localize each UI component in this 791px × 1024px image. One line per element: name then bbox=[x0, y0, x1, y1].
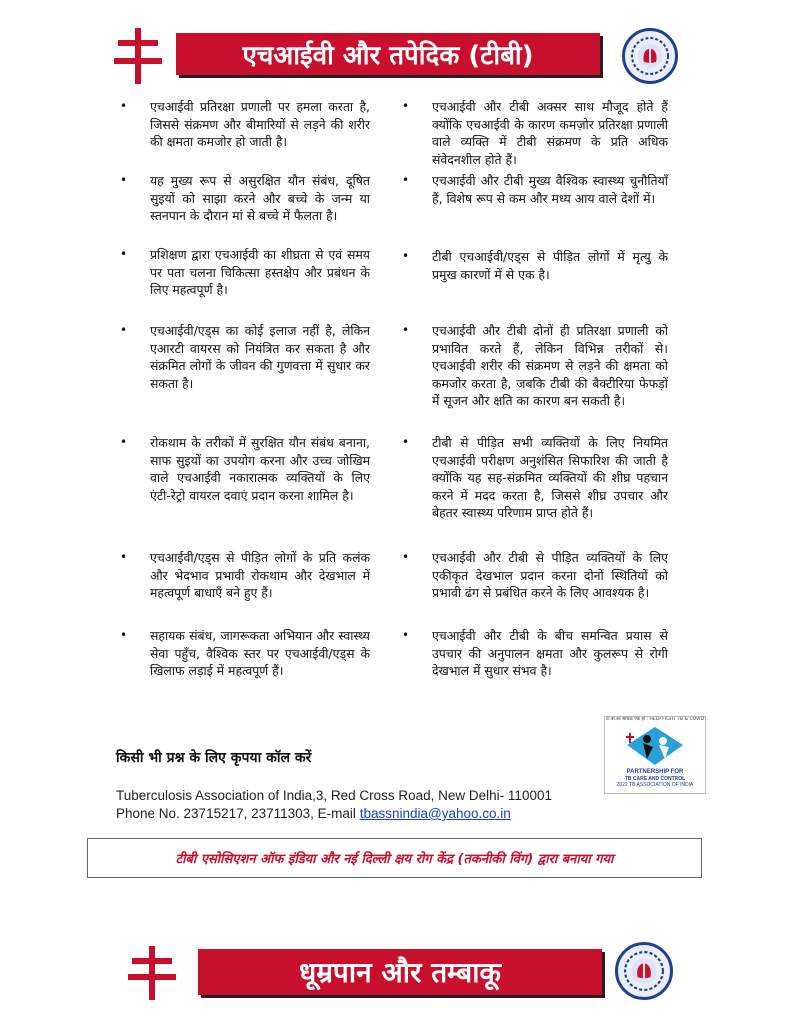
list-item: • टीबी एचआईवी/एड्स से पीड़ित लोगों में मृत्यु के प्रमुख कारणों में से एक है। bbox=[402, 249, 668, 282]
badge-line-3: 2022 TB ASSOCIATION OF INDIA bbox=[616, 782, 694, 788]
footer-note: टीबी एसोसिएशन ऑफ इंडिया और नई दिल्ली क्षय रोग केंद्र (तकनीकी विंग) द्वारा बनाया गया bbox=[175, 852, 614, 867]
contact-block bbox=[116, 787, 636, 823]
list-item: • एचआईवी और टीबी मुख्य वैश्विक स्वास्थ्य चुनौतियाँ हैं, विशेष रूप से कम और मध्य आय वाले देशों में। bbox=[402, 173, 668, 206]
tb-association-seal-icon bbox=[615, 942, 673, 1000]
list-item: • एचआईवी प्रतिरक्षा प्रणाली पर हमला करता है, जिससे संक्रमण और बीमारियों से लड़ने की शरीर की क्षमता कमजोर हो जाती है। bbox=[120, 99, 370, 149]
list-item: • एचआईवी और टीबी से पीड़ित व्यक्तियों के लिए एकीकृत देखभाल प्रदान करना दोनों स्थितियों को प्रभावी ढंग से प्रबंधित करने के लिए आवश्यक है। bbox=[402, 550, 668, 600]
next-section-title: धूम्रपान और तम्बाकू bbox=[298, 956, 502, 989]
badge-tagline: टी.बी.का सार्थक एक हो : HELP FIGHT TB & COVID bbox=[606, 717, 704, 722]
page-title-banner bbox=[176, 33, 600, 75]
partnership-logo-icon bbox=[623, 725, 687, 767]
badge-line-1: PARTNERSHIP FOR bbox=[626, 769, 684, 775]
list-item: • रोकथाम के तरीकों में सुरक्षित यौन संबंध बनाना, साफ सुइयों का उपयोग करना और उच्च जोखिम वाले एचआईवी नकारात्मक व्यक्तियों के लिए एंटी-रेट्रो वायरल दवाएं प्रदान करना शामिल है। bbox=[120, 435, 370, 503]
list-item: • यह मुख्य रूप से असुरक्षित यौन संबंध, दूषित सुइयों को साझा करने और बच्चे के जन्म या स्तनपान के दौरान मां से बच्चे में फैलता है। bbox=[120, 173, 370, 223]
contact-phone: Phone No. 23715217, 23711303, E-mail bbox=[116, 806, 360, 821]
badge-line-2: TB CARE AND CONTROL bbox=[624, 776, 686, 782]
double-barred-cross-icon bbox=[126, 944, 178, 1002]
partnership-badge bbox=[604, 716, 706, 794]
list-item: • टीबी से पीड़ित सभी व्यक्तियों के लिए नियमित एचआईवी परीक्षण अनुशंसित सिफारिश की जाती है क्योंकि यह सह-संक्रमित व्यक्तियों की शीघ्र पहचान करने में मदद करता है, जिससे शीघ्र उपचार और बेहतर स्वास्थ्य परिणाम प्राप्त होते हैं। bbox=[402, 435, 668, 520]
list-item: • प्रशिक्षण द्वारा एचआईवी का शीघ्रता से एवं समय पर पता चलना चिकित्सा हस्तक्षेप और प्रबंधन के लिए महत्वपूर्ण है। bbox=[120, 247, 370, 297]
page-title: एचआईवी और तपेदिक (टीबी) bbox=[242, 41, 534, 71]
list-item: • एचआईवी और टीबी दोनों ही प्रतिरक्षा प्रणाली को प्रभावित करते हैं, लेकिन विभिन्न तरीकों से। एचआईवी शरीर की संक्रमण से लड़ने की क्षमता को कमजोर करता है, जबकि टीबी की बैक्टीरिया फेफड़ों में सूजन और क्षति का कारण बन सकती है। bbox=[402, 323, 668, 408]
contact-heading: किसी भी प्रश्न के लिए कृपया कॉल करें bbox=[116, 750, 312, 766]
footer-note-box bbox=[87, 838, 702, 878]
double-barred-cross-icon bbox=[112, 26, 164, 86]
contact-address: Tuberculosis Association of India,3, Red Cross Road, New Delhi- 110001 bbox=[116, 788, 552, 803]
next-section-title-banner bbox=[198, 949, 602, 995]
list-item: • एचआईवी और टीबी अक्सर साथ मौजूद होते हैं क्योंकि एचआईवी के कारण कमज़ोर प्रतिरक्षा प्रणाली वाले व्यक्ति में टीबी संक्रमण के प्रति अधिक संवेदनशील होते हैं। bbox=[402, 99, 668, 167]
tb-association-seal-icon bbox=[622, 28, 678, 84]
contact-phone-line bbox=[116, 805, 636, 823]
email-link[interactable]: tbassnindia@yahoo.co.in bbox=[359, 806, 511, 821]
list-item: • सहायक संबंध, जागरूकता अभियान और स्वास्थ्य सेवा पहुँच, वैश्विक स्तर पर एचआईवी/एड्स के खिलाफ लड़ाई में महत्वपूर्ण हैं। bbox=[120, 628, 370, 678]
list-item: • एचआईवी और टीबी के बीच समन्वित प्रयास से उपचार की अनुपालन क्षमता और कुलरूप से रोगी देखभाल में सुधार संभव है। bbox=[402, 628, 668, 678]
list-item: • एचआईवी/एड्स से पीड़ित लोगों के प्रति कलंक और भेदभाव प्रभावी रोकथाम और देखभाल में महत्वपूर्ण बाधाएँ बने हुए हैं। bbox=[120, 550, 370, 600]
list-item: • एचआईवी/एड्स का कोई इलाज नहीं है, लेकिन एआरटी वायरस को नियंत्रित कर सकता है और संक्रमित लोगों के जीवन की गुणवत्ता में सुधार कर सकता है। bbox=[120, 323, 370, 391]
